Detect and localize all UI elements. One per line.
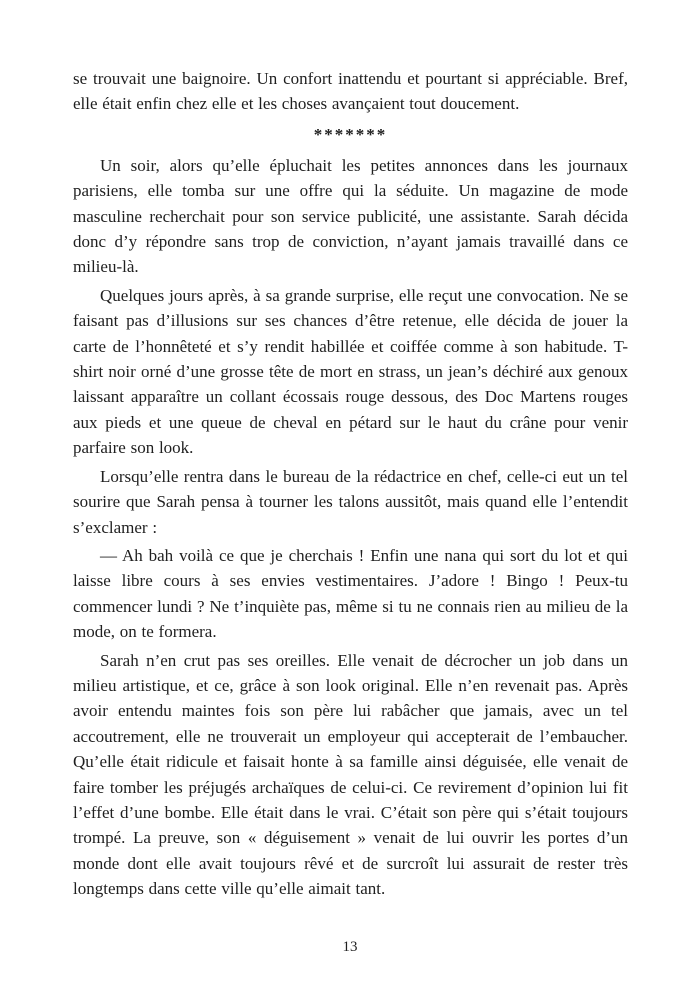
section-separator: ******* <box>313 124 388 144</box>
paragraph: Quelques jours après, à sa grande surprise, elle reçut une convocation. Ne se faisant pas d’illusions sur ses chances d’être retenue, elle décida de jouer la carte de l’honnêteté et s’y rendit habillée et coiffée comme à son habitude. T-shirt noir orné d’une grosse tête de mort en strass, un jean’s déchiré aux genoux laissant apparaître un collant écossais rouge dessous, des Doc Martens rouges aux pieds et une queue de cheval en pétard sur le haut du crâne pour venir parfaire son look. <box>73 285 628 458</box>
paragraph: Un soir, alors qu’elle épluchait les petites annonces dans les journaux parisiens, elle tomba sur une offre qui la séduite. Un magazine de mode masculine recherchait pour son service publicité, une assistante. Sarah décida donc d’y répondre sans trop de conviction, n’ayant jamais travaillé dans ce milieu-là. <box>73 155 628 277</box>
paragraph: Sarah n’en crut pas ses oreilles. Elle venait de décrocher un job dans un milieu artistique, et ce, grâce à son look original. Elle n’en revenait pas. Après avoir entendu maintes fois son père lui rabâcher que jamais, avec un tel accoutrement, elle ne trouverait un employeur qui accepterait de l’embaucher. Qu’elle était ridicule et faisait honte à sa famille ainsi déguisée, elle venait de faire tomber les préjugés archaïques de celui-ci. Ce revirement d’opinion lui fit l’effet d’une bombe. Elle était dans le vrai. C’était son père qui s’était toujours trompé. La preuve, son « déguisement » venait de lui ouvrir les portes d’un monde dont elle avait toujours rêvé et de surcroît lui assurait de rester très longtemps dans cette ville qu’elle aimait tant. <box>73 650 628 899</box>
paragraph-dialogue: — Ah bah voilà ce que je cherchais ! Enfin une nana qui sort du lot et qui laisse libre cours à ses envies vestimentaires. J’adore ! Bingo ! Peux-tu commencer lundi ? Ne t’inquiète pas, même si tu ne connais rien au milieu de la mode, on te formera. <box>73 545 628 642</box>
paragraph-continuation: se trouvait une baignoire. Un confort inattendu et pourtant si appréciable. Bref, elle était enfin chez elle et les choses avançaient tout doucement. <box>73 69 628 114</box>
paragraph: Lorsqu’elle rentra dans le bureau de la rédactrice en chef, celle-ci eut un tel sourire que Sarah pensa à tourner les talons aussitôt, mais quand elle l’entendit s’exclamer : <box>73 466 628 537</box>
page-number: 13 <box>342 939 358 955</box>
